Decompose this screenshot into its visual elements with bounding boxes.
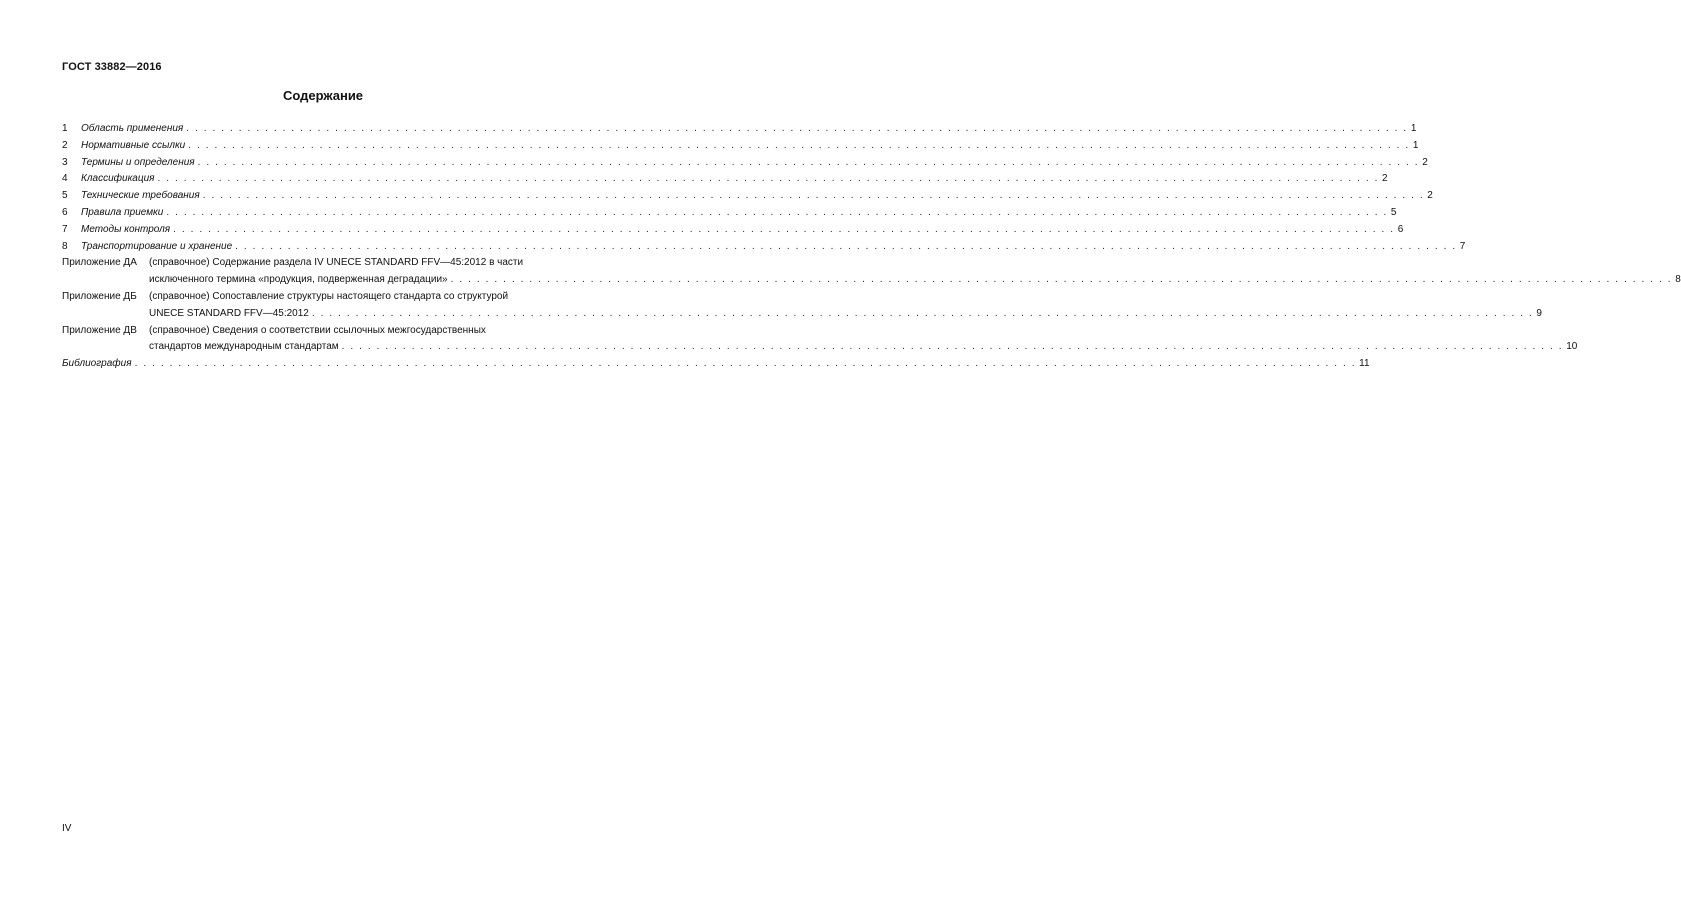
toc-entry-5[interactable]: [62, 188, 1433, 205]
toc-entry-page: 7: [1459, 240, 1466, 252]
toc-entry-page: 10: [1566, 341, 1578, 353]
toc-entry-page: 6: [1397, 223, 1404, 235]
toc-entry-1[interactable]: [62, 121, 1417, 138]
toc-entry-4[interactable]: [62, 171, 1388, 188]
toc-entry-number: 7: [62, 223, 68, 235]
toc-entry-7[interactable]: [62, 222, 1404, 239]
toc-entry-page: 8: [1675, 274, 1681, 286]
toc-entry-page: 2: [1382, 173, 1388, 185]
toc-appendix-title-line1: (справочное) Содержание раздела IV UNECE STANDARD FFV—45:2012 в части: [149, 257, 524, 269]
toc-entry-title: Термины и определения: [81, 156, 195, 168]
toc-entry-2[interactable]: [62, 138, 1419, 155]
toc-leader-dots: . . . . . . . . . . . . . . . . . . . . . . . . . . . . . . . . . . . . . . . . . . . . . . . . . . . . . . . . . . . . . . . . . . . . . . . . . . . . . . . . . . . . . . . . . . . . . . . . . . . . . . . . . . . . . . . . . . . . . . . . . . . . . . . . . . . . . . . . . . . .: [235, 240, 1457, 252]
toc-appendix-title-line2: исключенного термина «продукция, подверженная деградации»: [149, 274, 448, 286]
toc-entry-title: Нормативные ссылки: [81, 139, 186, 151]
toc-title: Содержание: [282, 88, 364, 103]
toc-entry-number: 4: [62, 173, 68, 185]
toc-entry-page: 9: [1536, 307, 1542, 319]
toc-appendix-label: Приложение ДВ: [62, 324, 137, 336]
toc-bibliography[interactable]: [62, 356, 1370, 373]
toc-entry-title: Технические требования: [81, 190, 200, 202]
toc-entry-title: Методы контроля: [81, 223, 171, 235]
toc-entry-8[interactable]: [62, 239, 1466, 256]
toc-entry-6[interactable]: [62, 205, 1397, 222]
toc-appendix-label: Приложение ДА: [62, 257, 137, 269]
toc-entry-title: Правила приемки: [81, 206, 164, 218]
toc-appendix-db-continuation[interactable]: [62, 306, 1542, 323]
toc-appendix-label: Приложение ДБ: [62, 290, 137, 302]
toc-leader-dots: . . . . . . . . . . . . . . . . . . . . . . . . . . . . . . . . . . . . . . . . . . . . . . . . . . . . . . . . . . . . . . . . . . . . . . . . . . . . . . . . . . . . . . . . . . . . . . . . . . . . . . . . . . . . . . . . . . . . . . . . . . . . . . . . . . . . . . . . . . . .: [450, 274, 1673, 286]
toc-bibliography-title: Библиография: [62, 358, 132, 370]
toc-leader-dots: . . . . . . . . . . . . . . . . . . . . . . . . . . . . . . . . . . . . . . . . . . . . . . . . . . . . . . . . . . . . . . . . . . . . . . . . . . . . . . . . . . . . . . . . . . . . . . . . . . . . . . . . . . . . . . . . . . . . . . . . . . . . . . . . . . . . . . . . . . . .: [341, 341, 1564, 353]
toc-entry-number: 6: [62, 206, 68, 218]
toc-leader-dots: . . . . . . . . . . . . . . . . . . . . . . . . . . . . . . . . . . . . . . . . . . . . . . . . . . . . . . . . . . . . . . . . . . . . . . . . . . . . . . . . . . . . . . . . . . . . . . . . . . . . . . . . . . . . . . . . . . . . . . . . . . . . . . . . . . . . . . . . . . . .: [134, 358, 1357, 370]
toc-entry-page: 5: [1390, 206, 1397, 218]
toc-leader-dots: . . . . . . . . . . . . . . . . . . . . . . . . . . . . . . . . . . . . . . . . . . . . . . . . . . . . . . . . . . . . . . . . . . . . . . . . . . . . . . . . . . . . . . . . . . . . . . . . . . . . . . . . . . . . . . . . . . . . . . . . . . . . . . . . . . . . . . . . . . . .: [173, 223, 1395, 235]
page-number: IV: [62, 823, 72, 834]
toc-entry-title: Транспортирование и хранение: [81, 240, 233, 252]
toc-appendix-db[interactable]: [62, 289, 598, 306]
toc-entry-page: 2: [1422, 156, 1428, 168]
toc-entry-page: 1: [1412, 139, 1419, 151]
toc-entry-title: Классификация: [81, 173, 155, 185]
toc-appendix-da-continuation[interactable]: [62, 272, 1681, 289]
toc-appendix-title-line1: (справочное) Сведения о соответствии ссылочных межгосударственных: [149, 324, 486, 336]
toc-entry-page: 2: [1427, 190, 1433, 202]
toc-leader-dots: . . . . . . . . . . . . . . . . . . . . . . . . . . . . . . . . . . . . . . . . . . . . . . . . . . . . . . . . . . . . . . . . . . . . . . . . . . . . . . . . . . . . . . . . . . . . . . . . . . . . . . . . . . . . . . . . . . . . . . . . . . . . . . . . . . . . . . . . . . . .: [197, 156, 1420, 168]
table-of-contents: [62, 121, 1681, 373]
toc-leader-dots: . . . . . . . . . . . . . . . . . . . . . . . . . . . . . . . . . . . . . . . . . . . . . . . . . . . . . . . . . . . . . . . . . . . . . . . . . . . . . . . . . . . . . . . . . . . . . . . . . . . . . . . . . . . . . . . . . . . . . . . . . . . . . . . . . . . . . . . . . . . .: [311, 307, 1534, 319]
toc-appendix-dv[interactable]: [62, 323, 598, 340]
toc-entry-page: 11: [1359, 358, 1370, 370]
toc-leader-dots: . . . . . . . . . . . . . . . . . . . . . . . . . . . . . . . . . . . . . . . . . . . . . . . . . . . . . . . . . . . . . . . . . . . . . . . . . . . . . . . . . . . . . . . . . . . . . . . . . . . . . . . . . . . . . . . . . . . . . . . . . . . . . . . . . . . . . . . . . . . .: [186, 123, 1408, 134]
toc-entry-number: 3: [62, 156, 68, 168]
toc-appendix-dv-continuation[interactable]: [62, 339, 1578, 356]
toc-entry-3[interactable]: [62, 155, 1428, 172]
toc-entry-number: 5: [62, 190, 68, 202]
toc-entry-number: 1: [62, 123, 68, 134]
document-code: ГОСТ 33882—2016: [62, 61, 162, 73]
toc-appendix-da[interactable]: [62, 255, 598, 272]
toc-appendix-title-line2: стандартов международным стандартам: [149, 341, 339, 353]
toc-appendix-title-line1: (справочное) Сопоставление структуры настоящего стандарта со структурой: [149, 290, 509, 302]
toc-entry-number: 8: [62, 240, 68, 252]
toc-entry-title: Область применения: [81, 123, 184, 134]
toc-appendix-title-line2: UNECE STANDARD FFV—45:2012: [149, 307, 309, 319]
toc-leader-dots: . . . . . . . . . . . . . . . . . . . . . . . . . . . . . . . . . . . . . . . . . . . . . . . . . . . . . . . . . . . . . . . . . . . . . . . . . . . . . . . . . . . . . . . . . . . . . . . . . . . . . . . . . . . . . . . . . . . . . . . . . . . . . . . . . . . . . . . . . . . .: [188, 139, 1410, 151]
toc-leader-dots: . . . . . . . . . . . . . . . . . . . . . . . . . . . . . . . . . . . . . . . . . . . . . . . . . . . . . . . . . . . . . . . . . . . . . . . . . . . . . . . . . . . . . . . . . . . . . . . . . . . . . . . . . . . . . . . . . . . . . . . . . . . . . . . . . . . . . . . . . . . .: [202, 190, 1425, 202]
toc-entry-page: 1: [1410, 123, 1417, 134]
toc-leader-dots: . . . . . . . . . . . . . . . . . . . . . . . . . . . . . . . . . . . . . . . . . . . . . . . . . . . . . . . . . . . . . . . . . . . . . . . . . . . . . . . . . . . . . . . . . . . . . . . . . . . . . . . . . . . . . . . . . . . . . . . . . . . . . . . . . . . . . . . . . . . .: [166, 206, 1388, 218]
toc-leader-dots: . . . . . . . . . . . . . . . . . . . . . . . . . . . . . . . . . . . . . . . . . . . . . . . . . . . . . . . . . . . . . . . . . . . . . . . . . . . . . . . . . . . . . . . . . . . . . . . . . . . . . . . . . . . . . . . . . . . . . . . . . . . . . . . . . . . . . . . . . . . .: [157, 173, 1380, 185]
toc-entry-number: 2: [62, 139, 68, 151]
